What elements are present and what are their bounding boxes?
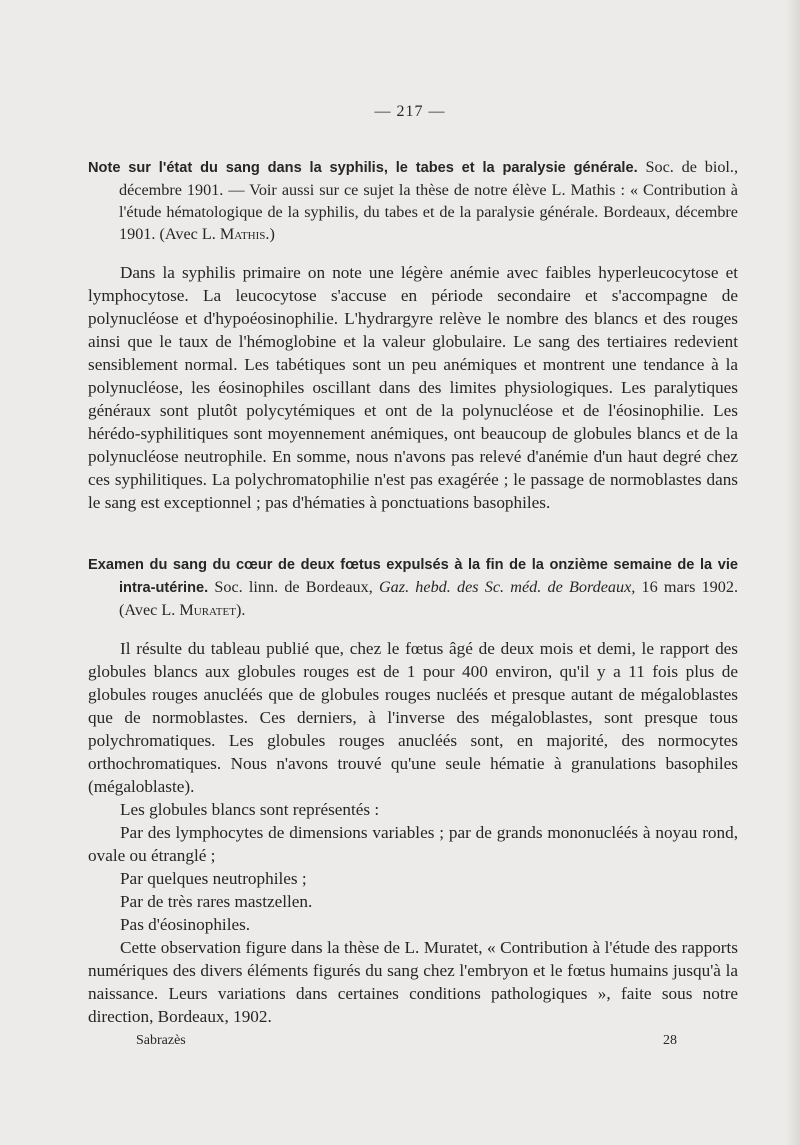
entry-2 xyxy=(88,553,738,1028)
list-item: Pas d'éosinophiles. xyxy=(120,915,251,934)
list-item: Par de très rares mastzellen. xyxy=(120,892,313,911)
entry-2-ref-date: 16 mars 1902. (Avec L. xyxy=(119,578,739,619)
entry-2-ref-end: ). xyxy=(235,601,246,619)
entry-2-author: Muratet xyxy=(179,601,236,619)
entry-1-title: Note sur l'état du sang dans la syphilis, le tabes et la paralysie générale. xyxy=(88,160,638,176)
entry-2-journal: Gaz. hebd. des Sc. méd. de Bordeaux, xyxy=(378,578,636,596)
page-edge xyxy=(786,0,800,1145)
cell-list xyxy=(88,821,738,936)
list-item: Par quelques neutrophiles ; xyxy=(120,869,307,888)
entry-1-heading xyxy=(88,156,738,245)
list-item: Par des lymphocytes de dimensions variables ; par de grands mononucléés à noyau rond, ovale ou étranglé ; xyxy=(88,823,738,865)
entry-1-ref: Soc. de biol., décembre 1901. — Voir aussi sur ce sujet la thèse de notre élève L. Mathis : « Contribution à l'étude hématologique de la syphilis, du tabes et de la paralysie générale. Bordeaux, décembre 1901. (Avec L. xyxy=(119,158,739,243)
page-number: — 217 — xyxy=(374,103,446,120)
entry-2-title: Examen du sang du cœur de deux fœtus expulsés à la fin de la onzième semaine de la vie intra-utérine. xyxy=(88,557,738,596)
footer-signature: Sabrazès xyxy=(136,1033,186,1048)
entry-1 xyxy=(88,156,738,514)
footer-sheet-number: 28 xyxy=(663,1033,677,1048)
entry-2-body-3: Cette observation figure dans la thèse de L. Muratet, « Contribution à l'étude des rapports numériques des divers éléments figurés du sang chez l'embryon et le fœtus humains jusqu'à la naissance. Leurs variations dans certaines conditions pathologiques », faite sous notre direction, Bordeaux, 1902. xyxy=(88,938,738,1026)
entry-2-body-1: Il résulte du tableau publié que, chez le fœtus âgé de deux mois et demi, le rapport des globules blancs aux globules rouges est de 1 pour 400 environ, qu'il y a 11 fois plus de globules rouges anucléés que de globules rouges nucléés et presque autant de mégaloblastes que de normoblastes. Ces derniers, à l'inverse des mégaloblastes, sont presque tous polychromatiques. Les globules rouges anucléés sont, en majorité, des normocytes orthochromatiques. Nous n'avons trouvé qu'une seule hématie à granulations basophiles (mégaloblaste). xyxy=(88,639,738,796)
entry-2-ref: Soc. linn. de Bordeaux, xyxy=(208,578,379,596)
entry-1-author: Mathis xyxy=(219,225,266,243)
entry-2-body-2: Les globules blancs sont représentés : xyxy=(120,800,380,819)
entry-1-body: Dans la syphilis primaire on note une légère anémie avec faibles hyperleucocytose et lymphocytose. La leucocytose s'accuse en période secondaire et s'accompagne de polynucléose et d'hypoéosinophilie. L'hydrargyre relève le nombre des blancs et des rouges ainsi que le taux de l'hémoglobine et la valeur globulaire. Le sang des tertiaires redevient sensiblement normal. Les tabétiques sont un peu anémiques et montrent une tendance à la polynucléose, les éosinophiles oscillant dans des limites physiologiques. Les paralytiques généraux sont plutôt polycytémiques et ont de la polynucléose et de l'éosinophilie. Les hérédo-syphilitiques sont moyennement anémiques, ont beaucoup de globules blancs et de la polynucléose neutrophile. En somme, nous n'avons pas relevé d'anémie d'un haut degré chez ces syphilitiques. La polychromatophilie n'est pas exagérée ; le passage de normoblastes dans le sang est exceptionnel ; pas d'hématies à ponctuations basophiles. xyxy=(88,263,738,512)
entry-2-heading xyxy=(88,553,738,621)
entry-1-ref-end: .) xyxy=(265,225,275,243)
